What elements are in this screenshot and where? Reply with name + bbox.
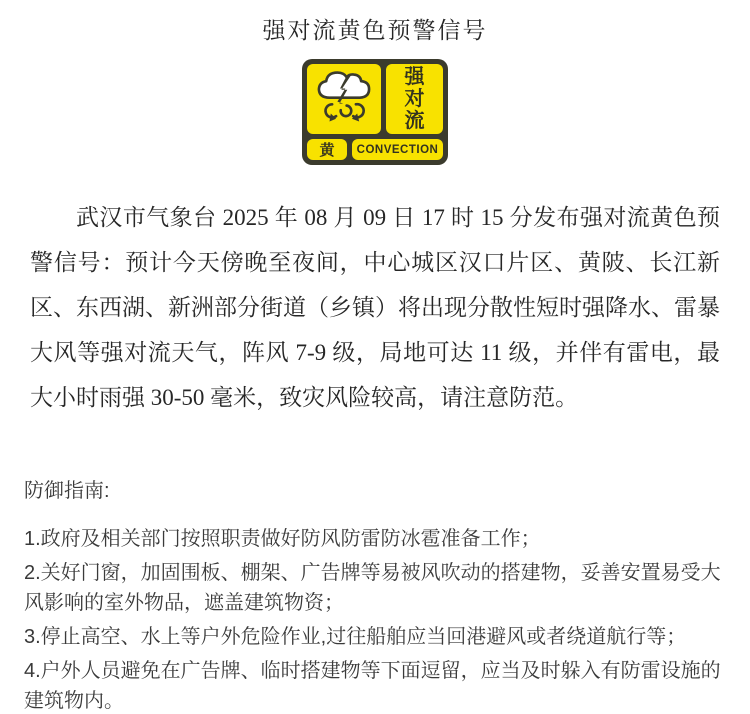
guide-item-2: 2.关好门窗，加固围板、棚架、广告牌等易被风吹动的搭建物，妥善安置易受大风影响的室外物品，遮盖建筑物资； <box>24 562 721 614</box>
defense-guide-list <box>24 524 722 714</box>
warning-announcement-text: 武汉市气象台 2025 年 08 月 09 日 17 时 15 分发布强对流黄色预警信号：预计今天傍晚至夜间，中心城区汉口片区、黄陂、长江新区、东西湖、新洲部分街道（乡镇）将出现分散性短时强降水、雷暴大风等强对流天气，阵风 7-9 级，局地可达 11 级，并伴有雷电，最大小时雨强 30-50 毫米，致灾风险较高，请注意防范。 <box>30 205 720 410</box>
badge-char-3: 流 <box>404 110 425 132</box>
badge-vertical-label <box>386 64 443 134</box>
convection-warning-badge <box>302 59 448 165</box>
badge-english-label: CONVECTION <box>352 139 443 160</box>
badge-level-label: 黄 <box>307 139 347 160</box>
guide-item-4: 4.户外人员避免在广告牌、临时搭建物等下面逗留，应当及时躲入有防雷设施的建筑物内。 <box>24 660 721 712</box>
badge-char-1: 强 <box>404 66 425 88</box>
page-title: 强对流黄色预警信号 <box>262 18 488 43</box>
storm-cloud-lightning-wind-icon <box>307 64 381 134</box>
badge-bottom-row <box>307 139 443 160</box>
defense-guide-heading: 防御指南: <box>24 480 110 502</box>
warning-badge-wrap <box>0 59 750 165</box>
guide-item-3: 3.停止高空、水上等户外危险作业,过往船舶应当回港避风或者绕道航行等； <box>24 626 687 648</box>
badge-char-2: 对 <box>404 88 425 110</box>
defense-guide-section <box>0 478 750 714</box>
badge-top-row <box>307 64 443 134</box>
guide-item-1: 1.政府及相关部门按照职责做好防风防雷防冰雹准备工作； <box>24 528 541 550</box>
